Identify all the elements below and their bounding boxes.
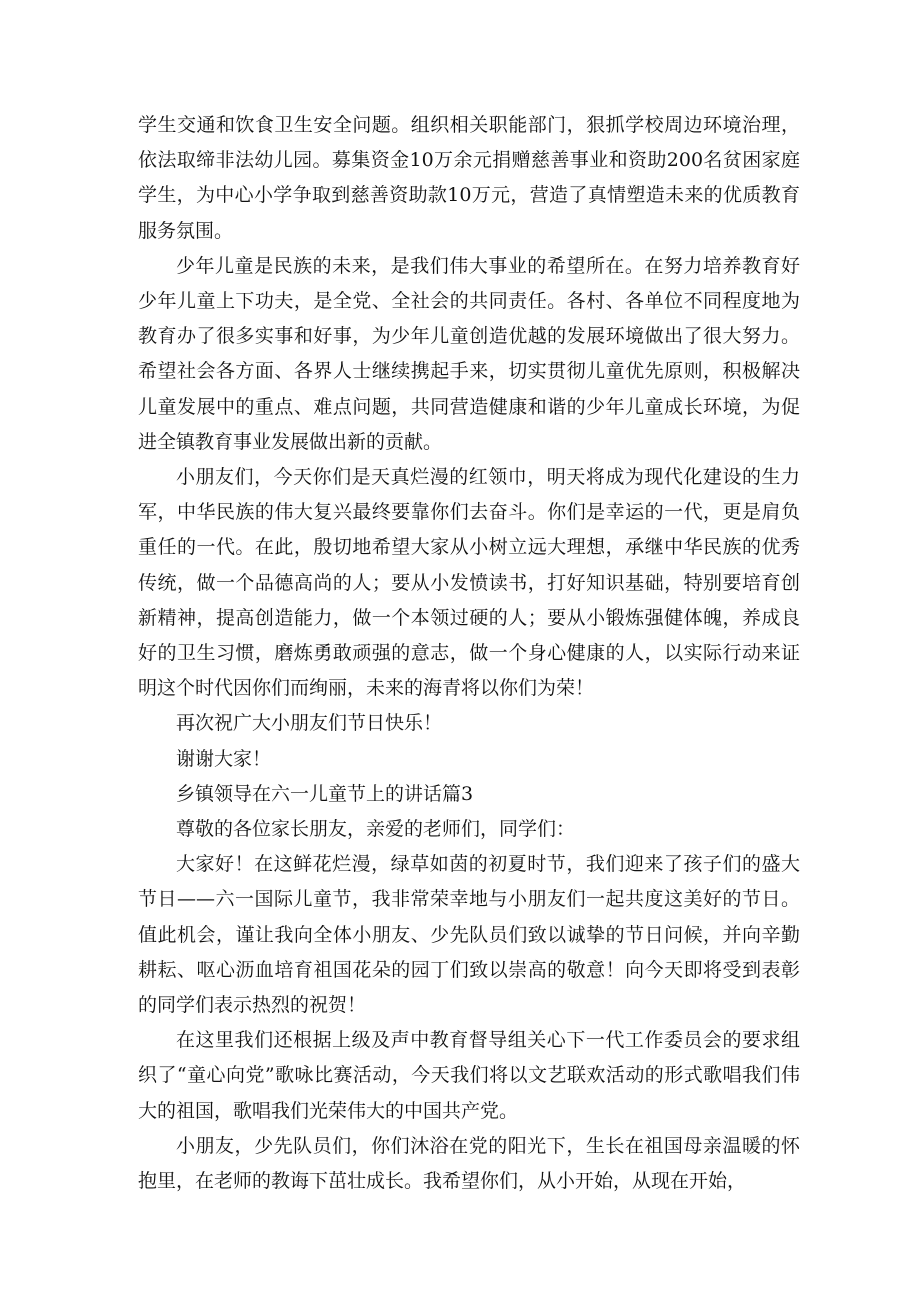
paragraph-continued: 学生交通和饮食卫生安全问题。组织相关职能部门，狠抓学校周边环境治理，依法取缔非法幼儿园。募集资金10万余元捐赠慈善事业和资助200名贫困家庭学生，为中心小学争取到慈善资助款10万元，营造了真情塑造未来的优质教育服务氛围。 — [138, 114, 800, 242]
paragraph-thanks: 谢谢大家！ — [176, 747, 272, 770]
paragraph-festival-wishes: 再次祝广大小朋友们节日快乐！ — [176, 712, 443, 735]
paragraph-greeting: 大家好！在这鲜花烂漫，绿草如茵的初夏时节，我们迎来了孩子们的盛大节日——六一国际儿童节，我非常荣幸地与小朋友们一起共度这美好的节日。值此机会，谨让我向全体小朋友、少先队员们致以诚挚的节日问候，并向辛勤耕耘、呕心沥血培育祖国花朵的园丁们致以崇高的敬意！向今天即将受到表彰的同学们表示热烈的祝贺！ — [138, 853, 800, 1017]
salutation: 尊敬的各位家长朋友，亲爱的老师们，同学们： — [176, 818, 576, 841]
paragraph-singing-contest: 在这里我们还根据上级及声中教育督导组关心下一代工作委员会的要求组织了“童心向党”歌咏比赛活动，今天我们将以文艺联欢活动的形式歌唱我们伟大的祖国，歌唱我们光荣伟大的中国共产党。 — [138, 1029, 800, 1122]
section-heading: 乡镇领导在六一儿童节上的讲话篇3 — [176, 782, 474, 805]
paragraph-children-future: 少年儿童是民族的未来，是我们伟大事业的希望所在。在努力培养教育好少年儿童上下功夫，是全党、全社会的共同责任。各村、各单位不同程度地为教育办了很多实事和好事，为少年儿童创造优越的发展环境做出了很大努力。希望社会各方面、各界人士继续携起手来，切实贯彻儿童优先原则，积极解决儿童发展中的重点、难点问题，共同营造健康和谐的少年儿童成长环境，为促进全镇教育事业发展做出新的贡献。 — [138, 254, 800, 453]
paragraph-young-pioneers: 小朋友们，今天你们是天真烂漫的红领巾，明天将成为现代化建设的生力军，中华民族的伟大复兴最终要靠你们去奋斗。你们是幸运的一代，更是肩负重任的一代。在此，殷切地希望大家从小树立远大理想，承继中华民族的优秀传统，做一个品德高尚的人；要从小发愤读书，打好知识基础，特别要培育创新精神，提高创造能力，做一个本领过硬的人；要从小锻炼强健体魄，养成良好的卫生习惯，磨炼勇敢顽强的意志，做一个身心健康的人，以实际行动来证明这个时代因你们而绚丽，未来的海青将以你们为荣！ — [138, 466, 800, 700]
paragraph-hope: 小朋友，少先队员们，你们沐浴在党的阳光下，生长在祖国母亲温暖的怀抱里，在老师的教诲下茁壮成长。我希望你们，从小开始，从现在开始， — [138, 1134, 800, 1193]
document-body — [138, 108, 800, 1199]
